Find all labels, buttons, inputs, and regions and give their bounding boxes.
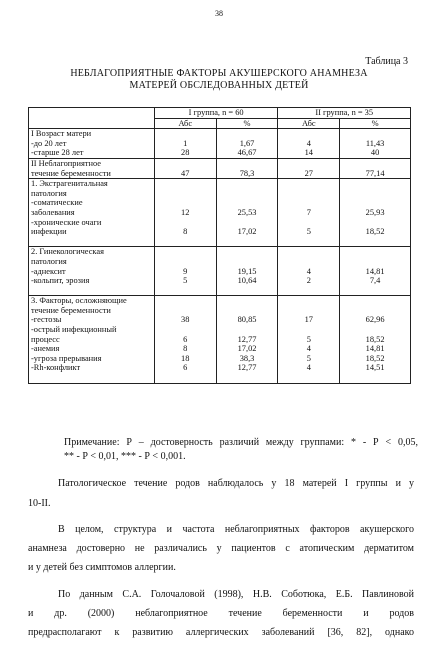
cell-line xyxy=(157,179,214,189)
cell-line xyxy=(219,325,276,335)
cell-line: 10,64 xyxy=(237,276,257,286)
table-title-line: МАТЕРЕЙ ОБСЛЕДОВАННЫХ ДЕТЕЙ xyxy=(129,80,309,91)
cell-line xyxy=(342,129,408,139)
cell-line: патология xyxy=(31,188,67,198)
paragraph-line: Патологическое течение родов наблюдалось у 18 матерей I группы и у xyxy=(58,478,414,489)
cell-line xyxy=(280,306,337,316)
cell-line xyxy=(280,247,337,257)
cell-line: 12,77 xyxy=(237,363,257,373)
cell-line xyxy=(342,286,408,296)
cell-line xyxy=(157,237,214,247)
group2-pct-cell xyxy=(340,296,411,383)
cell-line: 4 xyxy=(306,363,311,373)
cell-line xyxy=(157,325,214,335)
paragraph-line: анамнеза достоверно не различались у пациентов с атопическим дерматитом xyxy=(28,543,414,554)
cell-line: 17,02 xyxy=(237,227,257,237)
paragraph-2-body xyxy=(28,539,414,577)
cell-line: 5 xyxy=(183,276,188,286)
cell-line xyxy=(342,159,408,169)
cell-line: -соматические xyxy=(31,198,83,208)
paragraph-line: и др. (2000) неблагоприятное течение беременности и родов xyxy=(28,608,414,619)
group2-abs-cell xyxy=(278,179,340,247)
cell-line: 7 xyxy=(306,207,311,217)
cell-line: -аднексит xyxy=(31,266,66,276)
table-header-row xyxy=(29,108,411,119)
cell-line: 2 xyxy=(306,276,311,286)
cell-line xyxy=(280,218,337,228)
cell-line: 18 xyxy=(181,353,190,363)
cell-line: 40 xyxy=(370,148,380,158)
cell-line: 77,14 xyxy=(365,168,385,178)
group1-abs-cell xyxy=(154,129,216,159)
group2-abs-header: Абс xyxy=(278,118,340,129)
cell-line xyxy=(280,257,337,267)
cell-line: 3. Факторы, осложняющие xyxy=(31,296,127,306)
cell-line: 8 xyxy=(183,344,188,354)
cell-line: 12,77 xyxy=(237,334,257,344)
group2-abs-cell xyxy=(278,247,340,296)
cell-line xyxy=(157,306,214,316)
cell-line xyxy=(157,257,214,267)
cell-line xyxy=(342,189,408,199)
group1-header: I группа, n = 60 xyxy=(154,108,278,119)
group1-abs-cell xyxy=(154,247,216,296)
group2-header: II группа, n = 35 xyxy=(278,108,411,119)
cell-line xyxy=(219,189,276,199)
cell-line: 47 xyxy=(181,168,190,178)
data-table xyxy=(28,107,411,384)
paragraph-3 xyxy=(58,585,414,604)
cell-line: процесс xyxy=(31,334,60,344)
cell-line xyxy=(280,129,337,139)
cell-line: 27 xyxy=(304,168,313,178)
cell-line: 28 xyxy=(181,148,190,158)
group2-pct-cell xyxy=(340,179,411,247)
row-label-cell xyxy=(29,129,155,159)
cell-line xyxy=(219,237,276,247)
cell-line: 78,3 xyxy=(239,168,255,178)
cell-line xyxy=(342,257,408,267)
paragraph-line: и у детей без симптомов аллергии. xyxy=(28,562,176,573)
table-title xyxy=(0,68,438,92)
group1-abs-cell xyxy=(154,158,216,178)
row-label-cell xyxy=(29,247,155,296)
cell-line: -кольпит, эрозия xyxy=(31,276,90,286)
row-label-cell xyxy=(29,179,155,247)
cell-line xyxy=(280,237,337,247)
group1-pct-cell xyxy=(216,158,278,178)
cell-line xyxy=(342,325,408,335)
cell-line xyxy=(219,129,276,139)
group1-pct-cell xyxy=(216,129,278,159)
cell-line: -Rh-конфликт xyxy=(31,363,81,373)
cell-line xyxy=(157,159,214,169)
group2-pct-header: % xyxy=(340,118,411,129)
cell-line xyxy=(342,179,408,189)
cell-line: 17,02 xyxy=(237,344,257,354)
cell-line: 11,43 xyxy=(365,138,385,148)
cell-line: 14,81 xyxy=(365,344,385,354)
cell-line: 1,67 xyxy=(239,138,255,148)
table-row xyxy=(29,247,411,296)
cell-line xyxy=(157,189,214,199)
cell-line: 14 xyxy=(304,148,313,158)
cell-line: 4 xyxy=(306,266,311,276)
group1-abs-header: Абс xyxy=(154,118,216,129)
note-line: Примечание: Р – достоверность различий между группами: * - Р < 0,05, xyxy=(64,437,418,448)
table-note xyxy=(64,436,418,464)
cell-line: -гестозы xyxy=(31,315,62,325)
cell-line xyxy=(157,247,214,257)
cell-line xyxy=(219,159,276,169)
cell-line: -до 20 лет xyxy=(31,138,67,148)
group1-pct-cell xyxy=(216,247,278,296)
table-caption: Таблица 3 xyxy=(365,56,408,67)
cell-line xyxy=(280,296,337,306)
cell-line: 4 xyxy=(306,344,311,354)
group2-pct-cell xyxy=(340,129,411,159)
group1-pct-header: % xyxy=(216,118,278,129)
cell-line xyxy=(219,286,276,296)
group2-abs-cell xyxy=(278,296,340,383)
table-header-corner xyxy=(29,108,155,129)
cell-line: течение беременности xyxy=(31,168,111,178)
paragraph-line: предрасполагают к развитию аллергических заболеваний [36, 82], однако xyxy=(28,627,414,638)
cell-line: 5 xyxy=(306,227,311,237)
cell-line: 18,52 xyxy=(365,353,385,363)
cell-line: 7,4 xyxy=(369,276,381,286)
cell-line xyxy=(31,373,152,383)
cell-line: 8 xyxy=(183,227,188,237)
cell-line: 18,52 xyxy=(365,227,385,237)
cell-line xyxy=(219,257,276,267)
table-row xyxy=(29,179,411,247)
cell-line: -старше 28 лет xyxy=(31,148,84,158)
cell-line: 25,53 xyxy=(237,207,257,217)
cell-line xyxy=(31,286,152,296)
cell-line: патология xyxy=(31,256,67,266)
cell-line xyxy=(157,373,214,383)
cell-line xyxy=(219,179,276,189)
group1-abs-cell xyxy=(154,296,216,383)
cell-line: 19,15 xyxy=(237,266,257,276)
cell-line: 14,51 xyxy=(365,363,385,373)
cell-line xyxy=(342,198,408,208)
cell-line xyxy=(280,189,337,199)
cell-line: I Возраст матери xyxy=(31,129,92,139)
cell-line: 80,85 xyxy=(237,315,257,325)
cell-line: 5 xyxy=(306,353,311,363)
cell-line xyxy=(31,237,152,247)
paragraph-1-end xyxy=(28,494,148,513)
paragraph-2 xyxy=(58,520,414,539)
group1-pct-cell xyxy=(216,179,278,247)
cell-line xyxy=(157,286,214,296)
cell-line: 1 xyxy=(183,138,188,148)
cell-line: 5 xyxy=(306,334,311,344)
cell-line xyxy=(157,129,214,139)
cell-line: -угроза прерывания xyxy=(31,353,102,363)
cell-line: 46,67 xyxy=(237,148,257,158)
cell-line xyxy=(342,373,408,383)
group2-pct-cell xyxy=(340,158,411,178)
group2-pct-cell xyxy=(340,247,411,296)
cell-line: -хронические очаги xyxy=(31,217,102,227)
cell-line: 12 xyxy=(181,207,190,217)
paragraph-line: 10-II. xyxy=(28,498,51,509)
cell-line xyxy=(157,218,214,228)
cell-line xyxy=(280,198,337,208)
paragraph-3-body xyxy=(28,604,414,642)
cell-line xyxy=(342,218,408,228)
cell-line: 6 xyxy=(183,334,188,344)
cell-line: течение беременности xyxy=(31,305,111,315)
cell-line xyxy=(219,373,276,383)
cell-line xyxy=(157,198,214,208)
cell-line xyxy=(280,286,337,296)
cell-line xyxy=(342,306,408,316)
cell-line xyxy=(280,325,337,335)
group1-abs-cell xyxy=(154,179,216,247)
cell-line: II Неблагоприятное xyxy=(31,158,101,168)
cell-line: 38 xyxy=(181,315,190,325)
cell-line xyxy=(280,373,337,383)
row-label-cell xyxy=(29,158,155,178)
row-label-cell xyxy=(29,296,155,383)
cell-line: 17 xyxy=(304,315,313,325)
page-number: 38 xyxy=(215,9,223,18)
cell-line: 38,3 xyxy=(239,353,255,363)
cell-line: -острый инфекционный xyxy=(31,325,117,335)
table-row xyxy=(29,158,411,178)
cell-line: 9 xyxy=(183,266,188,276)
cell-line xyxy=(157,296,214,306)
cell-line xyxy=(219,247,276,257)
cell-line: инфекции xyxy=(31,227,67,237)
cell-line: -анемия xyxy=(31,344,60,354)
paragraph-1 xyxy=(58,474,414,493)
table-row xyxy=(29,296,411,383)
cell-line xyxy=(342,247,408,257)
note-line: ** - Р < 0,01, *** - Р < 0,001. xyxy=(64,451,186,462)
cell-line xyxy=(219,198,276,208)
cell-line xyxy=(280,159,337,169)
group2-abs-cell xyxy=(278,129,340,159)
cell-line: 4 xyxy=(306,138,311,148)
group1-pct-cell xyxy=(216,296,278,383)
group2-abs-cell xyxy=(278,158,340,178)
cell-line xyxy=(280,179,337,189)
cell-line: 6 xyxy=(183,363,188,373)
cell-line: 14,81 xyxy=(365,266,385,276)
cell-line: 2. Гинекологическая xyxy=(31,247,104,257)
cell-line xyxy=(219,296,276,306)
paragraph-line: В целом, структура и частота неблагоприятных факторов акушерского xyxy=(58,524,414,535)
cell-line xyxy=(219,306,276,316)
cell-line: 25,93 xyxy=(365,207,385,217)
table-row xyxy=(29,129,411,159)
cell-line: 18,52 xyxy=(365,334,385,344)
cell-line xyxy=(219,218,276,228)
cell-line: 62,96 xyxy=(365,315,385,325)
paragraph-line: По данным С.А. Голочаловой (1998), Н.В. Соботюка, Е.Б. Павлиновой xyxy=(58,589,414,600)
table-title-line: НЕБЛАГОПРИЯТНЫЕ ФАКТОРЫ АКУШЕРСКОГО АНАМНЕЗА xyxy=(70,68,368,79)
cell-line xyxy=(342,296,408,306)
cell-line: заболевания xyxy=(31,207,75,217)
cell-line: 1. Экстрагенитальная xyxy=(31,179,108,189)
cell-line xyxy=(342,237,408,247)
